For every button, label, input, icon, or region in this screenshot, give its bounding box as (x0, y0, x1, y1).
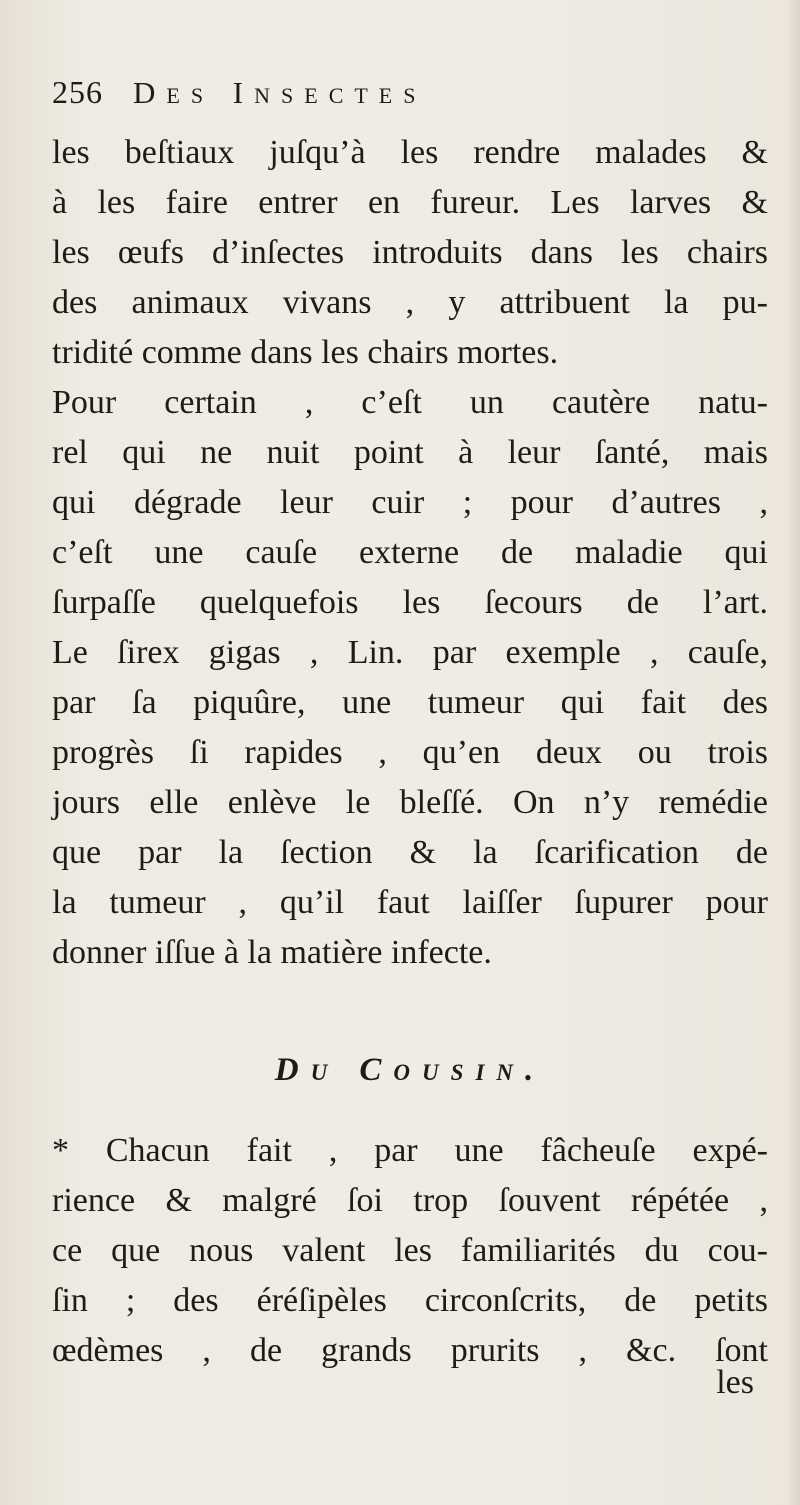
running-head (52, 74, 752, 118)
text-line: à les faire entrer en fureur. Les larves & (52, 184, 768, 221)
running-title: Des Insectes (133, 75, 427, 110)
text-line: ſurpaſſe quelquefois les ſecours de l’art. (52, 584, 768, 621)
text-line: par ſa piquûre, une tumeur qui fait des (52, 684, 768, 721)
text-line: ſin ; des éréſipèles circonſcrits, de petits (52, 1282, 768, 1319)
text-line: rel qui ne nuit point à leur ſanté, mais (52, 434, 768, 471)
page-edge-shadow (786, 0, 800, 1505)
text-line: des animaux vivans , y attribuent la pu- (52, 284, 768, 321)
body-text (52, 128, 768, 978)
text-line: progrès ſi rapides , qu’en deux ou trois (52, 734, 768, 771)
text-line: ce que nous valent les familiarités du cou- (52, 1232, 768, 1269)
page-number: 256 (52, 74, 103, 110)
text-line: tridité comme dans les chairs mortes. (52, 334, 559, 371)
text-line: jours elle enlève le bleſſé. On n’y remédie (52, 784, 768, 821)
text-line: la tumeur , qu’il faut laiſſer ſupurer pour (52, 884, 768, 921)
text-line: œdèmes , de grands prurits , &c. ſont (52, 1332, 768, 1369)
text-line: les beſtiaux juſqu’à les rendre malades & (52, 134, 768, 171)
text-line: rience & malgré ſoi trop ſouvent répétée , (52, 1182, 768, 1219)
text-line: que par la ſection & la ſcarification de (52, 834, 768, 871)
catchword: les (716, 1364, 754, 1401)
text-line: les œufs d’inſectes introduits dans les chairs (52, 234, 768, 271)
text-line: * Chacun fait , par une fâcheuſe expé- (52, 1132, 768, 1169)
section-heading: Du Cousin. (274, 1052, 546, 1088)
text-line: c’eſt une cauſe externe de maladie qui (52, 534, 768, 571)
section-body-text (52, 1126, 768, 1376)
text-line: Le ſirex gigas , Lin. par exemple , cauſe, (52, 634, 768, 671)
text-line: Pour certain , c’eſt un cautère natu- (52, 384, 768, 421)
text-line: donner iſſue à la matière infecte. (52, 934, 492, 971)
text-line: qui dégrade leur cuir ; pour d’autres , (52, 484, 768, 521)
